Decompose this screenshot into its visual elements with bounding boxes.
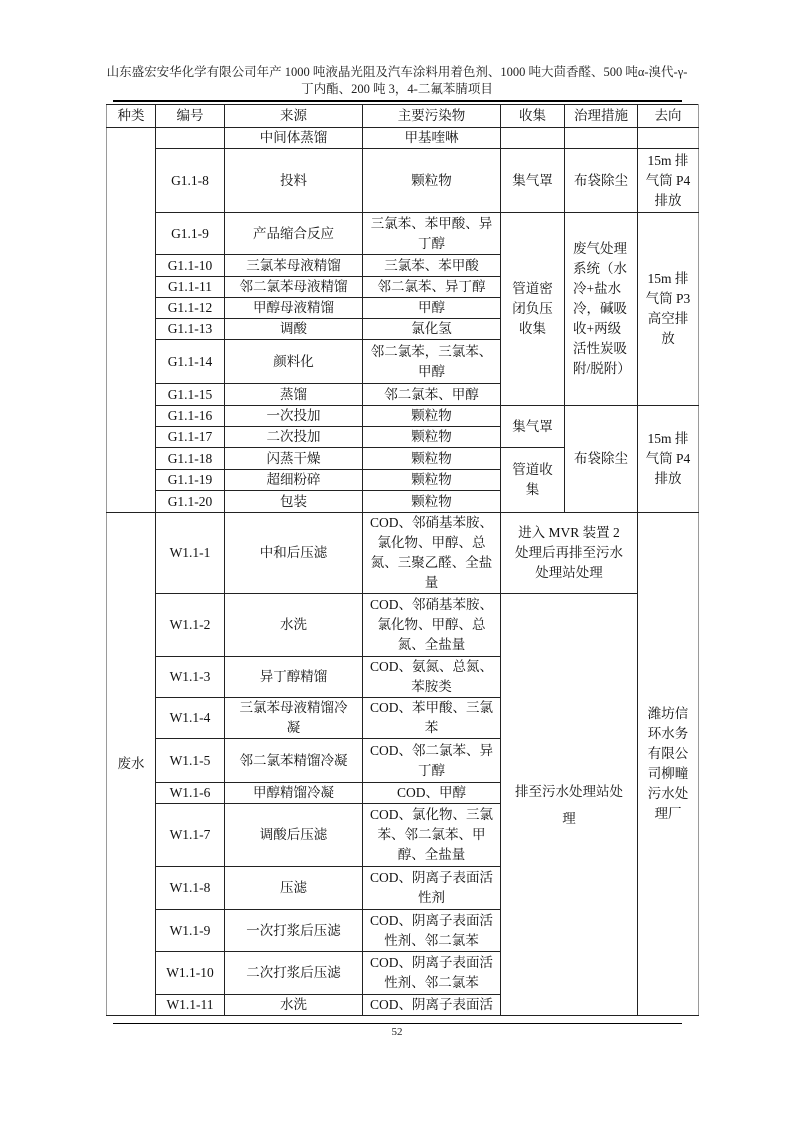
cell-source: 颜料化 bbox=[225, 340, 363, 384]
cell-source: 水洗 bbox=[225, 995, 363, 1016]
cell-id: G1.1-15 bbox=[156, 384, 225, 406]
cell-treatment bbox=[565, 128, 638, 149]
cell-id: W1.1-8 bbox=[156, 867, 225, 910]
cell-source: 蒸馏 bbox=[225, 384, 363, 406]
cell-source: 甲醇母液精馏 bbox=[225, 298, 363, 319]
cell-id: G1.1-9 bbox=[156, 213, 225, 255]
cell-category-waste-gas bbox=[107, 128, 156, 513]
cell-id: G1.1-19 bbox=[156, 470, 225, 491]
cell-source: 甲醇精馏冷凝 bbox=[225, 783, 363, 804]
cell-pollutants: 氯化氢 bbox=[363, 319, 501, 340]
footer-rule bbox=[113, 1023, 682, 1024]
cell-source: 一次投加 bbox=[225, 406, 363, 427]
cell-pollutants: 甲基喹啉 bbox=[363, 128, 501, 149]
header-destination: 去向 bbox=[638, 105, 699, 128]
cell-id: W1.1-2 bbox=[156, 594, 225, 657]
cell-collection bbox=[501, 128, 565, 149]
cell-pollutants: 颗粒物 bbox=[363, 427, 501, 448]
cell-id: G1.1-10 bbox=[156, 255, 225, 277]
table-row bbox=[107, 406, 699, 427]
cell-pollutants: COD、苯甲酸、三氯苯 bbox=[363, 698, 501, 739]
document-header-line-1: 山东盛宏安华化学有限公司年产 1000 吨液晶光阻及汽车涂料用着色剂、1000 吨大茴香醛、500 吨α-溴代-γ- bbox=[106, 65, 688, 79]
cell-id: G1.1-14 bbox=[156, 340, 225, 384]
cell-source: 异丁醇精馏 bbox=[225, 657, 363, 698]
page-number: 52 bbox=[391, 1026, 403, 1038]
table-row bbox=[107, 213, 699, 255]
cell-id: W1.1-1 bbox=[156, 513, 225, 594]
cell-pollutants: COD、阴离子表面活 bbox=[363, 995, 501, 1016]
cell-source: 投料 bbox=[225, 149, 363, 213]
cell-pollutants: 邻二氯苯、异丁醇 bbox=[363, 277, 501, 298]
cell-destination bbox=[638, 128, 699, 149]
cell-treatment-merged: 排至污水处理站处理 bbox=[501, 594, 638, 1016]
cell-collection-merged: 集气罩 bbox=[501, 406, 565, 448]
header-pollutants: 主要污染物 bbox=[363, 105, 501, 128]
cell-destination: 15m 排气筒 P4 排放 bbox=[638, 149, 699, 213]
cell-destination-merged: 15m 排气筒 P3 高空排放 bbox=[638, 213, 699, 406]
cell-source: 二次打浆后压滤 bbox=[225, 952, 363, 995]
cell-id: W1.1-6 bbox=[156, 783, 225, 804]
cell-source: 压滤 bbox=[225, 867, 363, 910]
cell-pollutants: 颗粒物 bbox=[363, 448, 501, 470]
cell-pollutants: COD、邻二氯苯、异丁醇 bbox=[363, 739, 501, 783]
cell-source: 二次投加 bbox=[225, 427, 363, 448]
cell-id: W1.1-4 bbox=[156, 698, 225, 739]
cell-source: 一次打浆后压滤 bbox=[225, 910, 363, 952]
cell-pollutants: 颗粒物 bbox=[363, 149, 501, 213]
cell-pollutants: 三氯苯、苯甲酸、异丁醇 bbox=[363, 213, 501, 255]
cell-treatment-merged: 布袋除尘 bbox=[565, 406, 638, 513]
cell-source: 邻二氯苯母液精馏 bbox=[225, 277, 363, 298]
cell-source: 产品缩合反应 bbox=[225, 213, 363, 255]
cell-id: G1.1-20 bbox=[156, 491, 225, 513]
cell-collection-merged: 管道密闭负压收集 bbox=[501, 213, 565, 406]
table-row bbox=[107, 149, 699, 213]
header-collection: 收集 bbox=[501, 105, 565, 128]
cell-id: W1.1-11 bbox=[156, 995, 225, 1016]
cell-id: G1.1-12 bbox=[156, 298, 225, 319]
cell-pollutants: 甲醇 bbox=[363, 298, 501, 319]
cell-source: 中间体蒸馏 bbox=[225, 128, 363, 149]
cell-id: W1.1-7 bbox=[156, 804, 225, 867]
cell-pollutants: COD、阴离子表面活性剂、邻二氯苯 bbox=[363, 910, 501, 952]
cell-source: 超细粉碎 bbox=[225, 470, 363, 491]
header-source: 来源 bbox=[225, 105, 363, 128]
cell-collection-merged: 管道收集 bbox=[501, 448, 565, 513]
cell-source: 三氯苯母液精馏 bbox=[225, 255, 363, 277]
header-rule bbox=[113, 100, 682, 102]
header-treatment: 治理措施 bbox=[565, 105, 638, 128]
header-id: 编号 bbox=[156, 105, 225, 128]
cell-treatment: 布袋除尘 bbox=[565, 149, 638, 213]
cell-source: 水洗 bbox=[225, 594, 363, 657]
cell-pollutants: 颗粒物 bbox=[363, 470, 501, 491]
cell-category-wastewater: 废水 bbox=[107, 513, 156, 1016]
cell-pollutants: 邻二氯苯、甲醇 bbox=[363, 384, 501, 406]
cell-source: 三氯苯母液精馏冷凝 bbox=[225, 698, 363, 739]
cell-id: G1.1-16 bbox=[156, 406, 225, 427]
table-row bbox=[107, 594, 699, 657]
cell-pollutants: COD、邻硝基苯胺、氯化物、甲醇、总氮、三聚乙醛、全盐量 bbox=[363, 513, 501, 594]
cell-pollutants: 颗粒物 bbox=[363, 406, 501, 427]
cell-pollutants: COD、邻硝基苯胺、氯化物、甲醇、总氮、全盐量 bbox=[363, 594, 501, 657]
table-row bbox=[107, 128, 699, 149]
cell-destination-merged: 潍坊信环水务有限公司柳疃污水处理厂 bbox=[638, 513, 699, 1016]
cell-id: G1.1-11 bbox=[156, 277, 225, 298]
cell-id: W1.1-9 bbox=[156, 910, 225, 952]
cell-source: 调酸后压滤 bbox=[225, 804, 363, 867]
cell-collection: 集气罩 bbox=[501, 149, 565, 213]
cell-destination-merged: 15m 排气筒 P4 排放 bbox=[638, 406, 699, 513]
document-header-line-2: 丁内酯、200 吨 3，4-二氟苯腈项目 bbox=[301, 82, 493, 96]
cell-id: W1.1-5 bbox=[156, 739, 225, 783]
cell-id: G1.1-8 bbox=[156, 149, 225, 213]
table-header-row bbox=[107, 105, 699, 128]
table-row bbox=[107, 513, 699, 594]
cell-treatment-merged: 进入 MVR 装置 2 处理后再排至污水处理站处理 bbox=[501, 513, 638, 594]
cell-pollutants: 邻二氯苯，三氯苯、甲醇 bbox=[363, 340, 501, 384]
cell-pollutants: COD、阴离子表面活性剂、邻二氯苯 bbox=[363, 952, 501, 995]
cell-id: G1.1-17 bbox=[156, 427, 225, 448]
cell-source: 包装 bbox=[225, 491, 363, 513]
cell-pollutants: COD、阴离子表面活性剂 bbox=[363, 867, 501, 910]
cell-source: 中和后压滤 bbox=[225, 513, 363, 594]
cell-id: W1.1-3 bbox=[156, 657, 225, 698]
pollutant-source-table bbox=[106, 104, 699, 1016]
cell-pollutants: COD、氨氮、总氮、苯胺类 bbox=[363, 657, 501, 698]
cell-source: 闪蒸干燥 bbox=[225, 448, 363, 470]
cell-pollutants: COD、甲醇 bbox=[363, 783, 501, 804]
cell-id: G1.1-18 bbox=[156, 448, 225, 470]
cell-source: 调酸 bbox=[225, 319, 363, 340]
cell-pollutants: COD、氯化物、三氯苯、邻二氯苯、甲醇、全盐量 bbox=[363, 804, 501, 867]
cell-source: 邻二氯苯精馏冷凝 bbox=[225, 739, 363, 783]
cell-pollutants: 颗粒物 bbox=[363, 491, 501, 513]
cell-pollutants: 三氯苯、苯甲酸 bbox=[363, 255, 501, 277]
cell-id bbox=[156, 128, 225, 149]
cell-id: W1.1-10 bbox=[156, 952, 225, 995]
header-category: 种类 bbox=[107, 105, 156, 128]
cell-id: G1.1-13 bbox=[156, 319, 225, 340]
cell-treatment-merged: 废气处理系统（水冷+盐水冷，碱吸收+两级活性炭吸附/脱附） bbox=[565, 213, 638, 406]
